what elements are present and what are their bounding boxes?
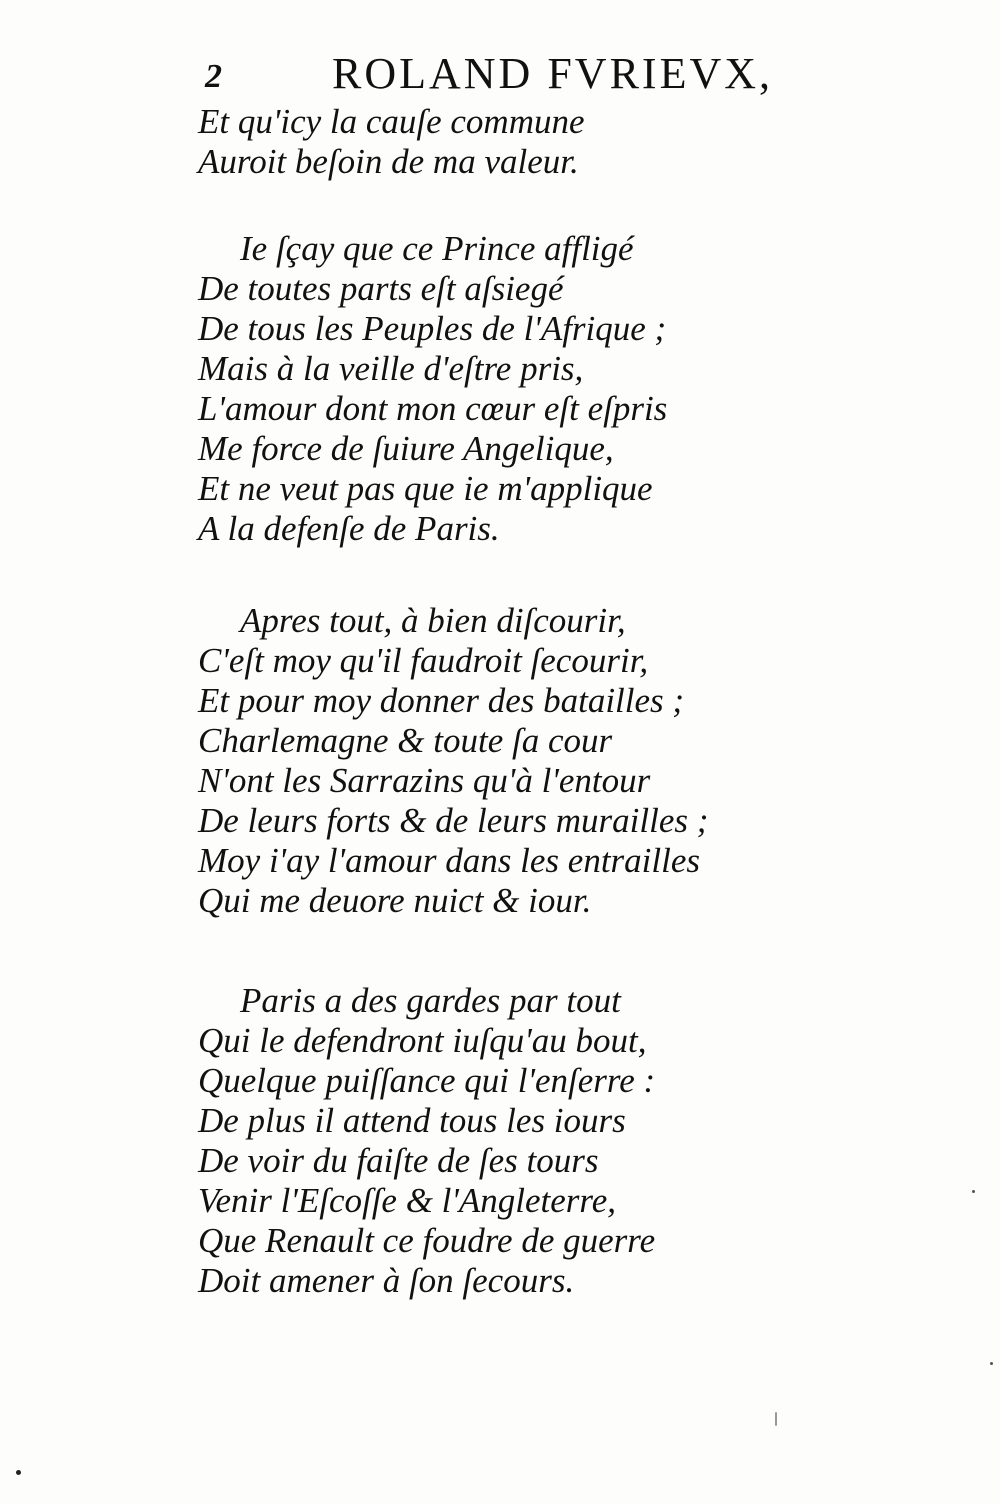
verse-line: C'eſt moy qu'il faudroit ſecourir, <box>198 641 649 680</box>
verse-line: Et pour moy donner des batailles ; <box>198 681 685 720</box>
verse-line: Doit amener à ſon ſecours. <box>198 1261 575 1300</box>
verse-line: Charlemagne & toute ſa cour <box>198 721 613 760</box>
stanza-4 <box>198 981 818 1301</box>
ink-speck <box>16 1470 21 1475</box>
verse-line: De toutes parts eſt aſsiegé <box>198 269 564 308</box>
ink-speck <box>990 1362 993 1365</box>
verse-line: Que Renault ce foudre de guerre <box>198 1221 656 1260</box>
verse-line: Paris a des gardes par tout <box>240 981 621 1020</box>
verse-line: De voir du faiſte de ſes tours <box>198 1141 599 1180</box>
verse-line: A la defenſe de Paris. <box>198 509 500 548</box>
running-title: ROLAND FVRIEVX, <box>332 49 773 98</box>
verse-line: De tous les Peuples de l'Afrique ; <box>198 309 667 348</box>
verse-line: Ie ſçay que ce Prince affligé <box>240 229 634 268</box>
page-number: 2 <box>205 58 222 95</box>
verse-line: Et ne veut pas que ie m'applique <box>198 469 653 508</box>
verse-line: N'ont les Sarrazins qu'à l'entour <box>198 761 651 800</box>
verse-line: L'amour dont mon cœur eſt eſpris <box>198 389 668 428</box>
opening-stanza <box>198 102 818 182</box>
ink-speck <box>972 1190 975 1193</box>
verse-line: De plus il attend tous les iours <box>198 1101 626 1140</box>
stanza-3 <box>198 601 818 921</box>
verse-line: Auroit beſoin de ma valeur. <box>198 142 579 181</box>
ink-speck <box>775 1412 777 1426</box>
poem-text <box>198 102 818 1301</box>
verse-line: De leurs forts & de leurs murailles ; <box>198 801 709 840</box>
verse-line: Mais à la veille d'eſtre pris, <box>198 349 584 388</box>
verse-line: Me force de ſuiure Angelique, <box>198 429 614 468</box>
stanza-2 <box>198 229 818 549</box>
verse-line: Et qu'icy la cauſe commune <box>198 102 585 141</box>
verse-line: Qui le defendront iuſqu'au bout, <box>198 1021 647 1060</box>
verse-line: Quelque puiſſance qui l'enſerre : <box>198 1061 656 1100</box>
verse-line: Moy i'ay l'amour dans les entrailles <box>198 841 700 880</box>
verse-line: Venir l'Eſcoſſe & l'Angleterre, <box>198 1181 617 1220</box>
verse-line: Apres tout, à bien diſcourir, <box>240 601 626 640</box>
verse-line: Qui me deuore nuict & iour. <box>198 881 592 920</box>
